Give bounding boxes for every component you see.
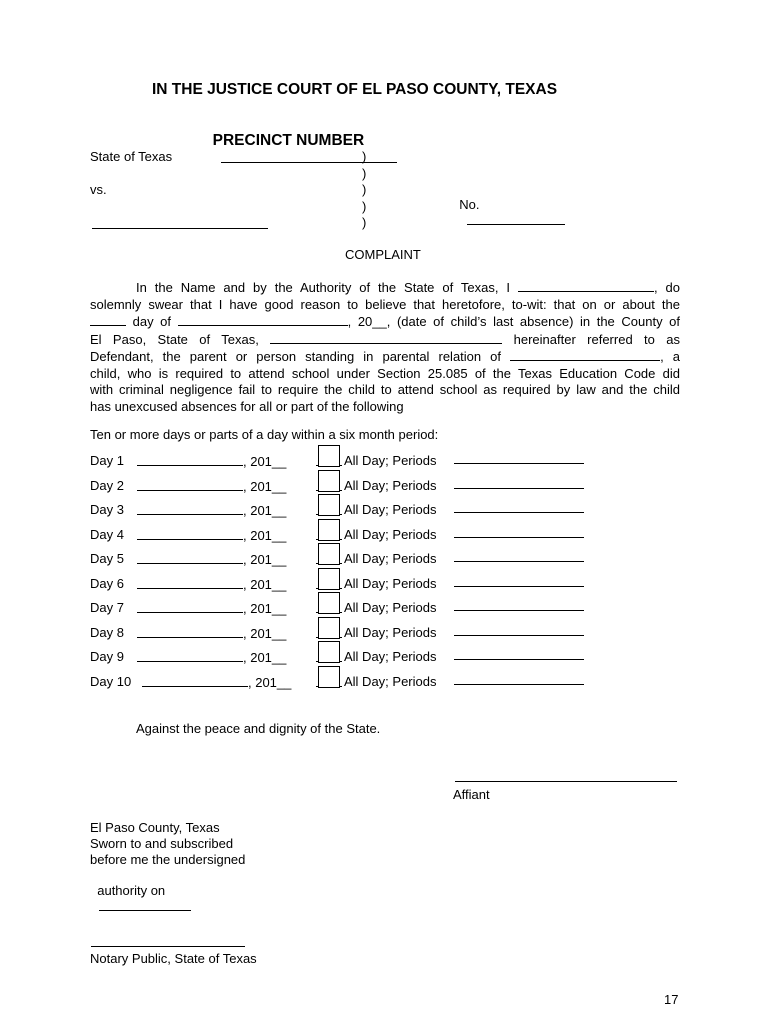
all-day-checkbox[interactable] <box>318 641 340 663</box>
affiant-name-field[interactable] <box>518 279 654 292</box>
day-year-text: , 201__ <box>243 601 287 616</box>
absence-day-row <box>90 502 610 526</box>
all-day-checkbox[interactable] <box>318 445 340 467</box>
day-date-field[interactable] <box>137 502 243 515</box>
day-date <box>137 453 286 469</box>
affiant-signature-line[interactable] <box>455 781 677 782</box>
body-line-5 <box>90 348 680 366</box>
absence-day-row <box>90 649 610 673</box>
body-line-1 <box>90 279 680 297</box>
case-number-label-text: No. <box>459 197 480 212</box>
absence-month-field[interactable] <box>178 313 348 326</box>
defendant-field[interactable] <box>270 331 502 344</box>
periods-field[interactable] <box>454 610 584 611</box>
day-year-text: , 201__ <box>248 674 292 690</box>
day-label: Day 4 <box>90 526 124 542</box>
vs-label: vs. <box>90 182 107 197</box>
day-date <box>137 576 286 592</box>
day-label: Day 5 <box>90 551 124 566</box>
precinct-number-field[interactable] <box>221 150 397 163</box>
day-date-field[interactable] <box>137 576 243 589</box>
day-label: Day 8 <box>90 624 124 640</box>
all-day-checkbox[interactable] <box>318 617 340 639</box>
periods-field[interactable] <box>454 537 584 538</box>
day-date-field[interactable] <box>137 625 243 638</box>
absence-day-row <box>90 576 610 600</box>
affiant-label: Affiant <box>453 787 490 802</box>
caption-paren: ) <box>362 215 367 230</box>
periods-field[interactable] <box>454 561 584 562</box>
day-date-field[interactable] <box>137 600 243 613</box>
child-name-field[interactable] <box>510 348 660 361</box>
day-date <box>137 625 286 641</box>
all-day-label: All Day; Periods <box>344 649 437 664</box>
day-date-field[interactable] <box>137 551 243 564</box>
body-line-4 <box>90 331 680 349</box>
all-day-checkbox[interactable] <box>318 543 340 565</box>
all-day-checkbox[interactable] <box>318 666 340 688</box>
body-line-8: has unexcused absences for all or part of the following <box>90 398 404 414</box>
all-day-label: All Day; Periods <box>344 600 437 615</box>
day-year-text: , 201__ <box>243 576 287 592</box>
case-number-field[interactable] <box>467 212 565 225</box>
body-text: day of <box>132 314 172 329</box>
body-text: , 20__, (date of child’s last absence) in the County of <box>347 314 680 329</box>
all-day-label: All Day; Periods <box>344 502 437 517</box>
all-day-checkbox[interactable] <box>318 568 340 590</box>
day-year-text: , 201__ <box>243 625 287 641</box>
closing-statement: Against the peace and dignity of the State. <box>136 721 381 736</box>
all-day-label: All Day; Periods <box>344 477 437 493</box>
jurat-authority-text: authority on <box>97 883 166 898</box>
defendant-name-field[interactable] <box>92 216 268 229</box>
absence-day-row <box>90 674 610 698</box>
day-date <box>137 649 286 665</box>
absences-intro: Ten or more days or parts of a day within a six month period: <box>90 427 439 442</box>
all-day-label: All Day; Periods <box>344 575 437 591</box>
periods-field[interactable] <box>454 635 584 636</box>
day-label: Day 9 <box>90 649 124 664</box>
absence-day-row <box>90 453 610 477</box>
precinct-label-text: PRECINCT NUMBER <box>212 132 365 149</box>
day-date <box>137 551 286 567</box>
complaint-title: COMPLAINT <box>345 247 421 262</box>
day-year-text: , 201__ <box>243 503 287 518</box>
absence-day-row <box>90 551 610 575</box>
precinct-label <box>204 114 397 168</box>
day-date <box>137 527 286 543</box>
day-date-field[interactable] <box>142 674 248 687</box>
absence-day-row <box>90 527 610 551</box>
all-day-checkbox[interactable] <box>318 494 340 516</box>
jurat-line-1: El Paso County, Texas <box>90 820 220 835</box>
caption-paren: ) <box>362 199 367 214</box>
plaintiff-name: State of Texas <box>90 149 173 164</box>
day-date <box>137 600 286 616</box>
day-date-field[interactable] <box>137 478 243 491</box>
jurat-line-3: before me the undersigned <box>90 852 246 867</box>
day-year-text: , 201__ <box>243 552 287 567</box>
all-day-label: All Day; Periods <box>344 551 437 566</box>
day-date-field[interactable] <box>137 453 243 466</box>
day-date-field[interactable] <box>137 527 243 540</box>
all-day-checkbox[interactable] <box>318 470 340 492</box>
caption-paren: ) <box>362 166 367 181</box>
jurat-line-4 <box>90 868 191 914</box>
periods-field[interactable] <box>454 659 584 660</box>
day-date <box>137 478 286 494</box>
body-text: , do <box>653 280 680 295</box>
body-line-7: with criminal negligence fail to require the child to attend school as required by law and the child <box>90 382 680 397</box>
day-label: Day 3 <box>90 502 124 517</box>
day-label: Day 2 <box>90 477 124 493</box>
absence-day-field[interactable] <box>90 313 126 326</box>
caption-paren: ) <box>362 182 367 197</box>
day-date <box>142 674 291 690</box>
absence-day-row <box>90 625 610 649</box>
jurat-line-2: Sworn to and subscribed <box>90 836 234 851</box>
day-year-text: , 201__ <box>243 454 287 469</box>
body-line-2: solemnly swear that I have good reason to believe that heretofore, to-wit: that on or about the <box>90 296 680 312</box>
body-text: Defendant, the parent or person standing in parental relation of <box>90 349 502 364</box>
day-year-text: , 201__ <box>243 478 287 494</box>
body-text: , a <box>660 349 680 364</box>
body-text: hereinafter referred to as <box>513 331 680 347</box>
caption-paren: ) <box>362 149 367 164</box>
case-number-label <box>452 182 565 228</box>
notary-signature-line[interactable] <box>91 946 245 947</box>
all-day-label: All Day; Periods <box>344 624 437 640</box>
day-label: Day 10 <box>90 673 132 689</box>
periods-field[interactable] <box>454 512 584 513</box>
day-label: Day 6 <box>90 575 124 591</box>
day-date-field[interactable] <box>137 649 243 662</box>
all-day-checkbox[interactable] <box>318 592 340 614</box>
body-line-6: child, who is required to attend school under Section 25.085 of the Texas Education Code did <box>90 365 680 381</box>
day-year-text: , 201__ <box>243 650 287 665</box>
day-label: Day 7 <box>90 600 124 615</box>
body-text: In the Name and by the Authority of the State of Texas, I <box>136 280 511 295</box>
absence-day-row <box>90 478 610 502</box>
jurat-date-field[interactable] <box>99 898 191 911</box>
day-label: Day 1 <box>90 453 124 468</box>
body-line-3 <box>90 313 680 331</box>
court-title: IN THE JUSTICE COURT OF EL PASO COUNTY, TEXAS <box>152 81 558 98</box>
all-day-label: All Day; Periods <box>344 526 437 542</box>
periods-field[interactable] <box>454 586 584 587</box>
periods-field[interactable] <box>454 488 584 489</box>
absence-day-row <box>90 600 610 624</box>
periods-field[interactable] <box>454 684 584 685</box>
day-date <box>137 502 286 518</box>
notary-label: Notary Public, State of Texas <box>90 951 257 966</box>
all-day-label: All Day; Periods <box>344 453 437 468</box>
day-year-text: , 201__ <box>243 527 287 543</box>
page-number: 17 <box>664 992 679 1007</box>
complaint-body <box>90 279 680 415</box>
periods-field[interactable] <box>454 463 584 464</box>
all-day-checkbox[interactable] <box>318 519 340 541</box>
body-text: El Paso, State of Texas, <box>90 331 259 347</box>
all-day-label: All Day; Periods <box>344 673 437 689</box>
